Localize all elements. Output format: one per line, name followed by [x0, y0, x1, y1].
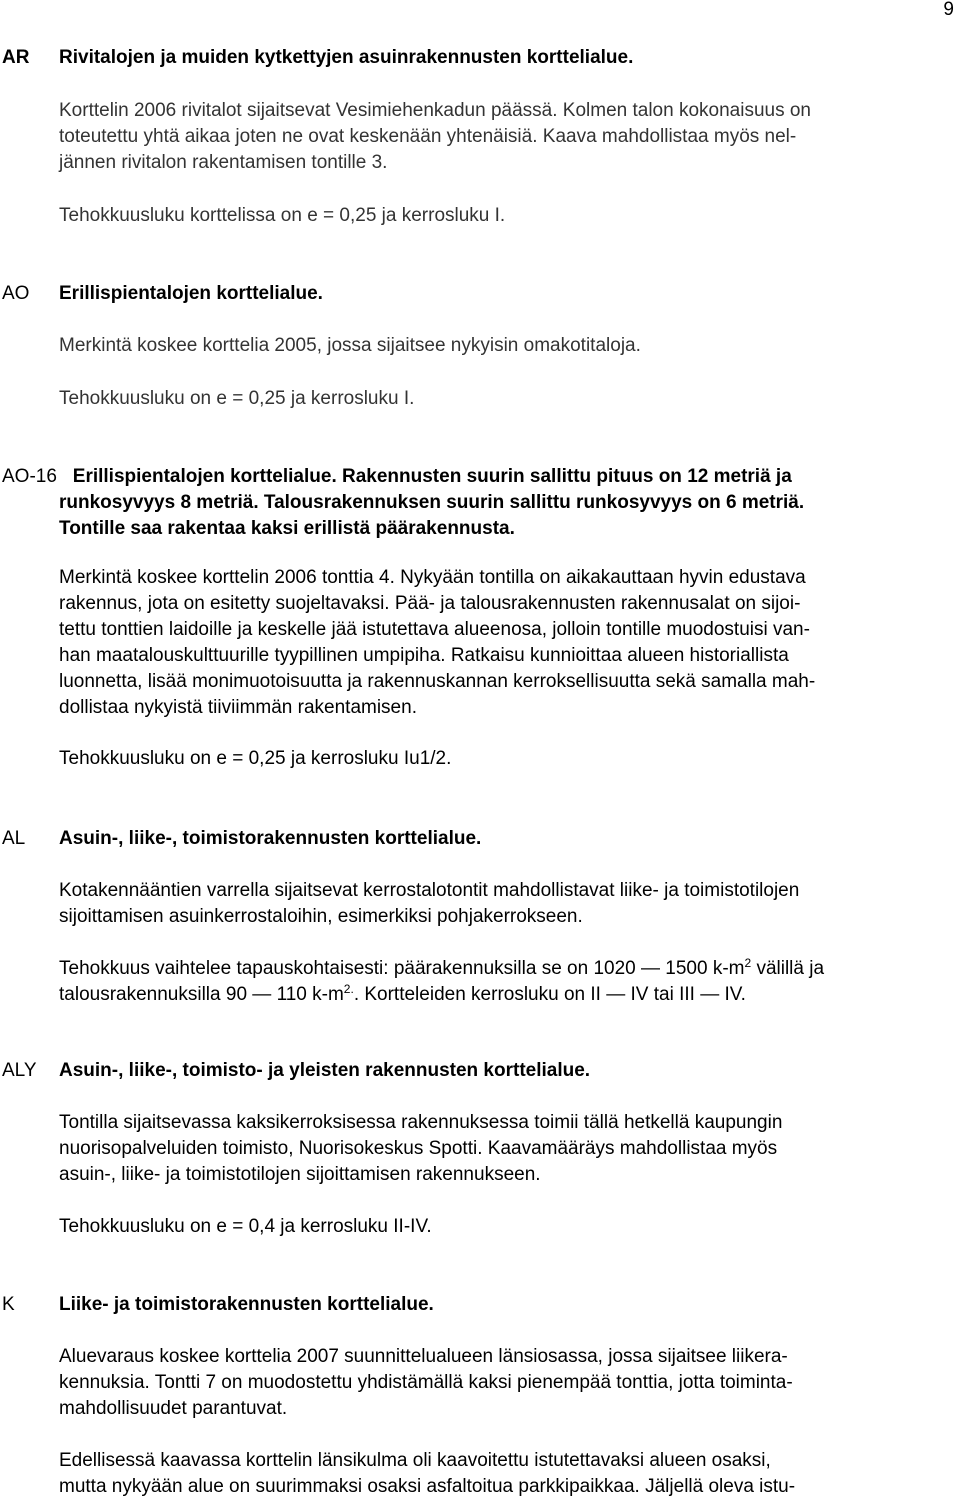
text-line: Tehokkuusluku korttelissa on e = 0,25 ja kerrosluku I. [59, 205, 506, 226]
text-line: dollistaa nykyistä tiiviimmän rakentamisen. [59, 697, 417, 718]
zone-heading-ao-16 [2, 464, 957, 542]
page-number: 9 [943, 0, 954, 20]
text-line: jännen rivitalon rakentamisen tontille 3. [59, 152, 388, 173]
text-segment: välillä ja [751, 958, 825, 979]
heading-text: Erillispientalojen korttelialue. Rakennusten suurin sallittu pituus on 12 metriä ja [72, 466, 792, 487]
text-line: Tehokkuusluku on e = 0,4 ja kerrosluku II-IV. [59, 1216, 432, 1237]
paragraph [59, 956, 959, 1008]
paragraph [59, 746, 959, 772]
zone-heading-ar: Rivitalojen ja muiden kytkettyjen asuinrakennusten korttelialue. [59, 47, 634, 68]
text-line: Tehokkuusluku on e = 0,25 ja kerrosluku Iu1/2. [59, 748, 452, 769]
paragraph [59, 565, 959, 721]
text-line: Tehokkuusluku on e = 0,25 ja kerrosluku I. [59, 388, 415, 409]
text-line: Merkintä koskee korttelia 2005, jossa sijaitsee nykyisin omakotitaloja. [59, 335, 641, 356]
zone-code-ao: AO [2, 283, 30, 304]
text-line: toteutettu yhtä aikaa joten ne ovat keskenään yhtenäisiä. Kaava mahdollistaa myös nel- [59, 126, 797, 147]
paragraph [59, 386, 959, 412]
text-line: mahdollisuudet parantuvat. [59, 1398, 288, 1419]
paragraph [59, 333, 959, 359]
text-line: tettu tonttien laidoille ja keskelle jää istutettava alueenosa, jolloin tontille muodostuisi van- [59, 619, 810, 640]
zone-code-k: K [2, 1294, 15, 1315]
paragraph [59, 1448, 959, 1500]
text-line: han maatalouskulttuurille tyypillinen umpipiha. Ratkaisu kunnioittaa alueen historiallista [59, 645, 789, 666]
zone-heading-k: Liike- ja toimistorakennusten korttelialue. [59, 1294, 434, 1315]
text-segment: talousrakennuksilla 90 — 110 k-m [59, 984, 344, 1005]
text-segment: Tehokkuus vaihtelee tapauskohtaisesti: päärakennuksilla se on 1020 — 1500 k-m [59, 958, 745, 979]
paragraph [59, 1214, 959, 1240]
text-segment: . Kortteleiden kerrosluku on II — IV tai III — IV. [353, 984, 746, 1005]
paragraph [59, 1344, 959, 1422]
zone-code-aly: ALY [2, 1060, 37, 1081]
heading-line [2, 464, 957, 490]
text-line: Tontilla sijaitsevassa kaksikerroksisessa rakennuksessa toimii tällä hetkellä kaupungin [59, 1112, 783, 1133]
text-line: sijoittamisen asuinkerrostaloihin, esimerkiksi pohjakerrokseen. [59, 906, 583, 927]
paragraph [59, 98, 959, 176]
text-line [59, 982, 959, 1008]
heading-line: Tontille saa rakentaa kaksi erillistä päärakennusta. [59, 518, 515, 539]
text-line: rakennus, jota on esitetty suojeltavaksi. Pää- ja talousrakennusten rakennusalat on sijoi- [59, 593, 801, 614]
text-line: nuorisopalveluiden toimisto, Nuorisokeskus Spotti. Kaavamääräys mahdollistaa myös [59, 1138, 778, 1159]
zone-code-ao-16: AO-16 [2, 466, 57, 487]
text-line: luonnetta, lisää monimuotoisuutta ja rakennuskannan kerroksellisuutta sekä samalla mah- [59, 671, 816, 692]
zone-code-ar: AR [2, 47, 30, 68]
superscript: 2. [343, 982, 354, 996]
text-line: Edellisessä kaavassa korttelin länsikulma oli kaavoitettu istutettavaksi alueen osaksi, [59, 1450, 771, 1471]
heading-line: runkosyvyys 8 metriä. Talousrakennuksen suurin sallittu runkosyvyys on 6 metriä. [59, 492, 805, 513]
paragraph [59, 203, 959, 229]
zone-heading-aly: Asuin-, liike-, toimisto- ja yleisten rakennusten korttelialue. [59, 1060, 591, 1081]
zone-code-al: AL [2, 828, 26, 849]
zone-heading-al: Asuin-, liike-, toimistorakennusten korttelialue. [59, 828, 482, 849]
paragraph [59, 1110, 959, 1188]
text-line: kennuksia. Tontti 7 on muodostettu yhdistämällä kaksi pienempää tonttia, jotta toiminta- [59, 1372, 793, 1393]
text-line: Kotakennääntien varrella sijaitsevat kerrostalotontit mahdollistavat liike- ja toimistotilojen [59, 880, 800, 901]
text-line: Korttelin 2006 rivitalot sijaitsevat Vesimiehenkadun päässä. Kolmen talon kokonaisuus on [59, 100, 812, 121]
text-line: Aluevaraus koskee korttelia 2007 suunnittelualueen länsiosassa, jossa sijaitsee liikera- [59, 1346, 788, 1367]
text-line [59, 956, 959, 982]
text-line: asuin-, liike- ja toimistotilojen sijoittamisen rakennukseen. [59, 1164, 541, 1185]
superscript: 2 [744, 956, 752, 970]
text-line: Merkintä koskee korttelin 2006 tonttia 4. Nykyään tontilla on aikakauttaan hyvin edustava [59, 567, 806, 588]
text-line: mutta nykyään alue on suurimmaksi osaksi asfaltoitua parkkipaikkaa. Jäljellä oleva istu- [59, 1476, 796, 1497]
paragraph [59, 878, 959, 930]
zone-heading-ao: Erillispientalojen korttelialue. [59, 283, 323, 304]
